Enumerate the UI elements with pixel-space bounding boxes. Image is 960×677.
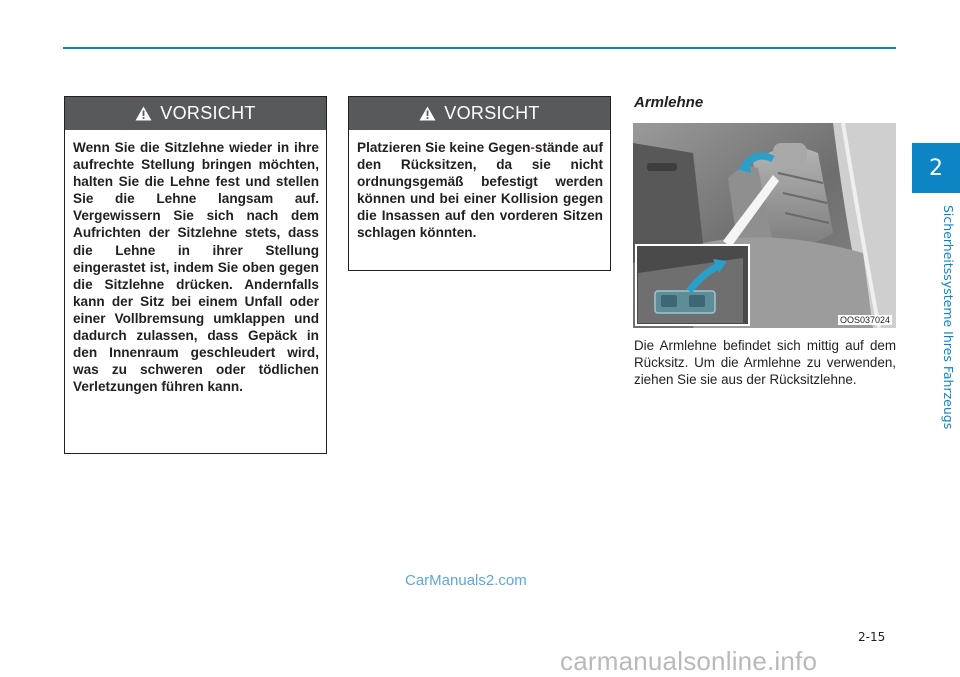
caution-header xyxy=(349,97,610,130)
armrest-photo xyxy=(633,123,896,328)
caution-box-seatback xyxy=(64,96,327,454)
caution-text: Wenn Sie die Sitzlehne wieder in ihre aufrechte Stellung bringen möchten, halten Sie die Lehne fest und stellen Sie die Lehne langsam auf. Vergewissern Sie sich nach dem Aufrichten der Sitzlehne stets, dass die Lehne in ihrer Stellung eingerastet ist, indem Sie oben gegen die Sitzlehne drücken. Andernfalls kann der Sitz bei einem Unfall oder einer Vollbremsung umklappen und dadurch zulassen, dass Gepäck in den Innenraum geschleudert wird, was zu schweren oder tödlichen Verletzungen führen kann. xyxy=(73,140,319,395)
watermark-link[interactable]: CarManuals2.com xyxy=(405,572,527,589)
footer-watermark: carmanualsonline.info xyxy=(560,646,818,676)
rear-seat-illustration xyxy=(633,123,896,328)
image-code: OOS037024 xyxy=(839,315,890,325)
caution-text xyxy=(349,130,610,242)
caution-text-part-b: stände auf den Rücksitzen, da sie nicht ordnungsgemäß befestigt werden können und bei einer Kollision gegen die Insassen auf den vorderen Sitzen schlagen könnten. xyxy=(357,140,604,241)
hyphen-mark: - xyxy=(530,140,535,155)
page-number: 2-15 xyxy=(858,630,886,644)
warning-triangle-icon xyxy=(419,106,436,121)
caution-text-part-a: Platzieren Sie keine Gegen xyxy=(357,140,531,155)
chapter-title: Sicherheitssysteme Ihres Fahrzeugs xyxy=(941,204,956,430)
warning-triangle-icon xyxy=(135,106,152,121)
caution-heading: VORSICHT xyxy=(444,103,540,123)
chapter-tab xyxy=(912,143,960,193)
armrest-description: Die Armlehne befindet sich mittig auf dem Rücksitz. Um die Armlehne zu verwenden, ziehen Sie sie aus der Rücksitzlehne. xyxy=(634,338,896,387)
section-title: Armlehne xyxy=(634,94,704,111)
caution-heading: VORSICHT xyxy=(160,103,256,123)
chapter-number: 2 xyxy=(929,155,943,181)
caution-box-rear-seats xyxy=(348,96,611,271)
top-rule xyxy=(63,47,896,49)
caution-header xyxy=(65,97,326,130)
